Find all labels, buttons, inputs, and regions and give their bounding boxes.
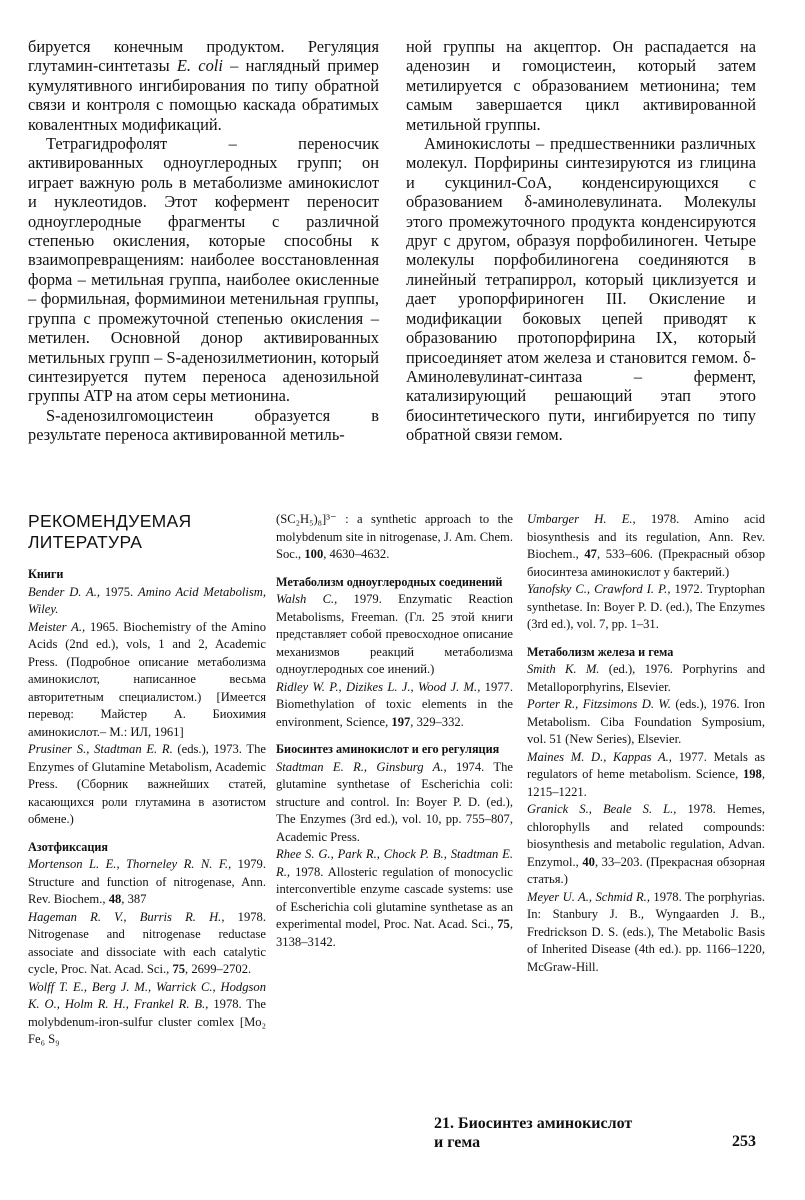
ref-volume: 47 (584, 547, 597, 561)
page-number: 253 (732, 1133, 756, 1150)
ref-text: 1978. Hemes, chlorophylls and related compounds: biosynthesis and metabolic regulation, Advan. Enzymol., (527, 802, 765, 869)
ref-text: 1974. The glutamine synthetase of Escherichia coli: structure and control. In: Boyer P. D. (ed.), The Enzymes (3rd ed.), vol. 10, pp. 755–807, Academic Press. (276, 759, 513, 844)
reference-item (527, 511, 765, 581)
ref-text: 1972. Tryptophan synthetase. In: Boyer P. D. (ed.), The Enzymes (3rd ed.), vol. 7, pp. 1–31. (527, 582, 765, 631)
ref-authors: Hageman R. V., Burris R. H., (28, 909, 225, 924)
reference-item-part2 (276, 511, 513, 564)
ref-text: (eds.), 1973. The Enzymes of Glutamine Metabolism, Academic Press. (Сборник важнейших статей, касающихся роли глутамина в азотистом обмене.) (28, 742, 266, 826)
ref-volume: 40 (582, 854, 595, 869)
reference-item (28, 909, 266, 979)
ref-volume: 48 (108, 892, 122, 906)
ref-section-heading: Книги (28, 567, 64, 581)
reference-item (527, 749, 765, 802)
ref-pages: , 1215–1221. (527, 767, 765, 799)
body-column-right (406, 37, 756, 445)
ref-authors: Yanofsky C., Crawford I. P., (527, 582, 671, 596)
ref-text: 1979. Enzymatic Reaction Metabolisms, Freeman. (Гл. 25 этой книги представляет собой превосходное описание механизмов реакций метаболизма одноуглеродных сое инений.) (276, 592, 513, 676)
reference-item (527, 661, 765, 696)
ref-text: 1978. Allosteric regulation of monocyclic interconvertible enzyme cascade systems: use of Escherichia coli glutamine synthetase as an experimental model, Proc. Nat. Acad. Sci., (276, 864, 513, 931)
reference-item (527, 581, 765, 634)
ref-volume: 75 (497, 917, 510, 931)
ref-pages: , 533–606. (Прекрасный обзор биосинтеза аминокислот у бактерий.) (527, 547, 765, 579)
reference-item-part1 (28, 979, 266, 1049)
chapter-title-line: и гема (434, 1134, 481, 1151)
ref-authors: Rhee S. G., Park R., Chock P. B., Stadtman E. R., (276, 847, 513, 879)
ref-authors: Prusiner S., Stadtman E. R. (28, 742, 173, 756)
ref-text: 1975. (100, 584, 139, 599)
reference-item (28, 619, 266, 742)
reference-item (276, 759, 513, 847)
ref-section-heading: Азотфиксация (28, 839, 109, 854)
ref-text: 1977. Metals as regulators of heme metabolism. Science, (527, 749, 765, 781)
paragraph (28, 37, 379, 134)
paragraph-text: бируется конечным продуктом. Регуляция глутамин-синтетазы (28, 37, 379, 76)
paragraph: S-аденозилгомоцистеин образуется в результате переноса активированной метиль- (28, 405, 379, 445)
ref-pages: , 4630–4632. (323, 547, 390, 561)
ref-authors: Granick S., Beale S. L., (527, 802, 677, 816)
ref-authors: Porter R., Fitzsimons D. W. (527, 697, 671, 711)
reference-item (276, 846, 513, 951)
ref-text: (eds.), 1976. Iron Metabolism. Ciba Foundation Symposium, vol. 51 (New Series), Elsevier. (527, 697, 765, 746)
paragraph: ной группы на акцептор. Он распадается на аденозин и гомоцистеин, который затем метилируется с образованием метионина; тем самым завершается цикл активированной метильной группы. (406, 37, 756, 134)
ref-text: 1978. The porphyrias. In: Stanbury J. B., Wyngaarden J. B., Fredrickson D. S. (eds.), The Metabolic Basis of Inherited Disease (4th ed.). pp. 1166–1220, McGraw-Hill. (527, 889, 765, 974)
reference-item (276, 679, 513, 732)
reference-item (28, 856, 266, 909)
ref-text: (SC₂H₅)₈]³⁻ : a synthetic approach to the molybdenum site in nitrogenase, J. Am. Chem. Soc., (276, 512, 513, 561)
ref-volume: 198 (742, 767, 762, 781)
reference-item (28, 584, 266, 619)
ref-section-heading: Биосинтез аминокислот и его регуляция (276, 742, 500, 756)
reference-item (276, 591, 513, 679)
reference-item (527, 801, 765, 889)
ref-text: (ed.), 1976. Porphyrins and Metalloporphyrins, Elsevier. (527, 662, 766, 694)
chapter-title-footer (434, 1114, 632, 1152)
ref-authors: Wolff T. E., Berg J. M., Warrick C., Hodgson K. O., Holm R. H., Frankel R. B., (28, 979, 266, 1011)
ref-volume: 75 (172, 962, 186, 976)
references-column-left (28, 511, 266, 1049)
ref-authors: Mortenson L. E., Thorneley R. N. F., (28, 857, 232, 871)
ref-section-heading: Метаболизм одноуглеродных соединений (276, 574, 503, 589)
reference-item (527, 889, 765, 977)
ref-authors: Umbarger H. E., (527, 512, 636, 526)
ref-pages: , 3138–3142. (276, 917, 513, 949)
ref-title: Amino Acid Metabolism, Wiley. (28, 584, 267, 616)
ref-text: 1979. Structure and function of nitrogenase, Ann. Rev. Biochem., (28, 857, 267, 906)
ref-text: 1978. The molybdenum-iron-sulfur cluster comlex [Mo₂ Fe₆ S₉ (28, 997, 266, 1046)
ref-volume: 197 (391, 714, 411, 729)
paragraph: Тетрагидрофолят – переносчик активированных одноуглеродных групп; он играет важную роль в метаболизме аминокислот и нуклеотидов. Этот кофермент переносит одноуглеродные фрагменты с различной степенью окисления, которые способны к взаимопревращениям: наиболее восстановленная форма – метильная группа, наиболее окисленные – формильная, формиминои метенильная группы, группа с промежуточной степенью окисления – метилен. Основной донор активированных метильных групп – S-аденозилметионин, который синтезируется путем переноса аденозильной группы ATP на атом серы метионина. (28, 134, 379, 406)
ref-text: 1977. Biomethylation of toxic elements in the environment, Science, (276, 679, 513, 729)
ref-text: 1978. Amino acid biosynthesis and its regulation, Ann. Rev. Biochem., (527, 512, 765, 561)
ref-authors: Stadtman E. R., Ginsburg A., (276, 759, 447, 774)
ref-pages: , 387 (121, 892, 147, 906)
reference-item (527, 696, 765, 749)
ref-text: 1965. Biochemistry of the Amino Acids (2nd ed.), vols, 1 and 2, Academic Press. (Подробное описание метаболизма аминокислот, написанное весьма авторитетным специалистом.) [Имеется перевод: Майстер А. Биохимия аминокислот.– М.: ИЛ, 1961] (28, 619, 266, 739)
references-title: РЕКОМЕНДУЕМАЯ ЛИТЕРАТУРА (28, 511, 192, 552)
ref-authors: Maines M. D., Kappas A., (527, 749, 672, 764)
ref-authors: Meyer U. A., Schmid R., (527, 889, 650, 904)
chapter-title-line: 21. Биосинтез аминокислот (434, 1115, 633, 1132)
ref-section-heading: Метаболизм железа и гема (527, 644, 674, 659)
ref-volume: 100 (304, 547, 324, 561)
ref-authors: Ridley W. P., Dizikes L. J., Wood J. M., (276, 679, 481, 694)
ref-pages: , 2699–2702. (185, 962, 252, 976)
ref-text: 1978. Nitrogenase and nitrogenase reductase associate and dissociate with each catalytic cycle, Proc. Nat. Acad. Sci., (28, 909, 266, 976)
references-column-middle (276, 511, 513, 951)
ref-pages: , 33–203. (Прекрасная обзорная статья.) (527, 854, 765, 886)
ref-pages: , 329–332. (410, 714, 464, 729)
references-column-right (527, 511, 765, 976)
ref-authors: Bender D. A., (28, 584, 101, 599)
paragraph-text: – наглядный пример кумулятивного ингибирования по типу обратной связи и контроля с помощью каскада обратимых ковалентных модификаций. (28, 56, 379, 134)
ref-authors: Walsh C., (276, 592, 338, 606)
reference-item (28, 741, 266, 829)
species-name: E. coli (176, 56, 223, 76)
ref-authors: Smith K. M. (527, 662, 600, 676)
paragraph: Аминокислоты – предшественники различных молекул. Порфирины синтезируются из глицина и сукцинил-CoA, конденсирующихся с образованием δ-аминолевулината. Молекулы этого промежуточного продукта конденсируются друг с другом, образуя порфобилиноген. Четыре молекулы порфобилиногена соединяются в линейный тетрапиррол, который циклизуется и дает уропорфириноген III. Окисление и модификации боковых цепей приводят к образованию протопорфирина IX, который присоединяет атом железа и становится гемом. δ-Аминолевулинат-синтаза – фермент, катализирующий решающий этап этого биосинтетического пути, ингибируется по типу обратной связи гемом. (406, 134, 756, 445)
body-column-left (28, 37, 379, 445)
ref-authors: Meister A., (28, 619, 86, 634)
